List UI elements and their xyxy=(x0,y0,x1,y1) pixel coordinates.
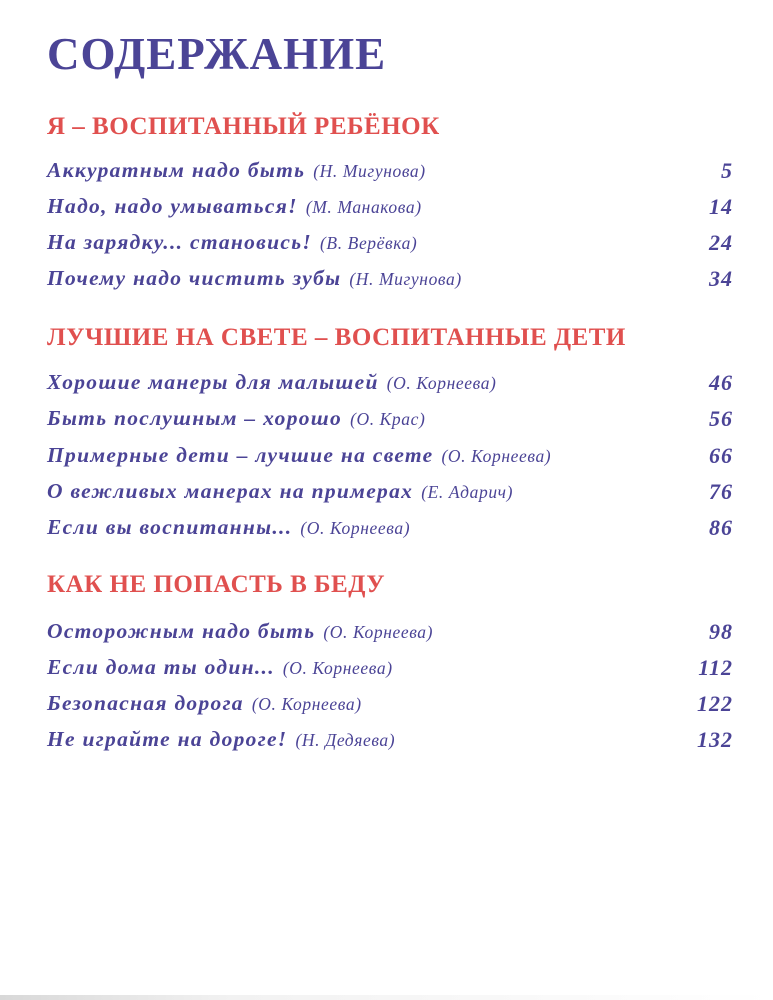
story-title: На зарядку... становись! (В. Верёвка) xyxy=(47,230,418,254)
story-author: (Н. Мигунова) xyxy=(349,269,462,289)
page-number: 112 xyxy=(698,655,733,680)
story-author: (Н. Мигунова) xyxy=(313,161,426,181)
page-number: 56 xyxy=(709,406,733,431)
story-title: Почему надо чистить зубы (Н. Мигунова) xyxy=(47,266,462,290)
page-number: 24 xyxy=(709,230,733,255)
story-author: (О. Корнеева) xyxy=(441,446,552,466)
page-number: 5 xyxy=(721,158,733,183)
story-title: О вежливых манерах на примерах (Е. Адарич) xyxy=(47,479,514,503)
story-title: Примерные дети – лучшие на свете (О. Корнеева) xyxy=(47,443,552,467)
story-title: Быть послушным – хорошо (О. Крас) xyxy=(47,406,426,430)
toc-entry[interactable] xyxy=(47,158,733,188)
story-title: Надо, надо умываться! (М. Манакова) xyxy=(47,194,422,218)
story-author: (О. Корнеева) xyxy=(323,622,434,642)
page-number: 66 xyxy=(709,443,733,468)
toc-entry[interactable] xyxy=(47,370,733,400)
page-number: 132 xyxy=(697,727,733,752)
story-author: (В. Верёвка) xyxy=(319,233,418,253)
story-title: Если вы воспитанны... (О. Корнеева) xyxy=(47,515,411,539)
toc-entry[interactable] xyxy=(47,194,733,224)
page-number: 46 xyxy=(709,370,733,395)
toc-entry[interactable] xyxy=(47,515,733,545)
page-number: 86 xyxy=(709,515,733,540)
section-title: Я – ВОСПИТАННЫЙ РЕБЁНОК xyxy=(47,113,440,140)
section-title: ЛУЧШИЕ НА СВЕТЕ – ВОСПИТАННЫЕ ДЕТИ xyxy=(47,324,626,351)
toc-entry[interactable] xyxy=(47,655,733,685)
story-title: Хорошие манеры для малышей (О. Корнеева) xyxy=(47,370,497,394)
page-number: 76 xyxy=(709,479,733,504)
toc-entry[interactable] xyxy=(47,691,733,721)
story-author: (О. Корнеева) xyxy=(300,518,411,538)
toc-entry[interactable] xyxy=(47,619,733,649)
story-author: (О. Корнеева) xyxy=(282,658,393,678)
story-author: (М. Манакова) xyxy=(305,197,422,217)
story-author: (Н. Дедяева) xyxy=(295,730,396,750)
toc-entry[interactable] xyxy=(47,230,733,260)
story-author: (О. Корнеева) xyxy=(251,694,362,714)
toc-entry[interactable] xyxy=(47,727,733,757)
page-title: СОДЕРЖАНИЕ xyxy=(47,29,387,79)
story-title: Осторожным надо быть (О. Корнеева) xyxy=(47,619,434,643)
story-title: Аккуратным надо быть (Н. Мигунова) xyxy=(47,158,426,182)
page-bottom-edge xyxy=(0,995,773,1000)
toc-entry[interactable] xyxy=(47,443,733,473)
toc-entry[interactable] xyxy=(47,266,733,296)
toc-entry[interactable] xyxy=(47,406,733,436)
story-title: Не играйте на дороге! (Н. Дедяева) xyxy=(47,727,396,751)
page-number: 122 xyxy=(697,691,733,716)
story-author: (О. Крас) xyxy=(350,409,426,429)
page-number: 14 xyxy=(709,194,733,219)
section-title: КАК НЕ ПОПАСТЬ В БЕДУ xyxy=(47,571,386,598)
story-title: Безопасная дорога (О. Корнеева) xyxy=(47,691,362,715)
story-title: Если дома ты один... (О. Корнеева) xyxy=(47,655,393,679)
page-number: 98 xyxy=(709,619,733,644)
toc-entry[interactable] xyxy=(47,479,733,509)
page-number: 34 xyxy=(709,266,733,291)
story-author: (О. Корнеева) xyxy=(386,373,497,393)
story-author: (Е. Адарич) xyxy=(421,482,514,502)
